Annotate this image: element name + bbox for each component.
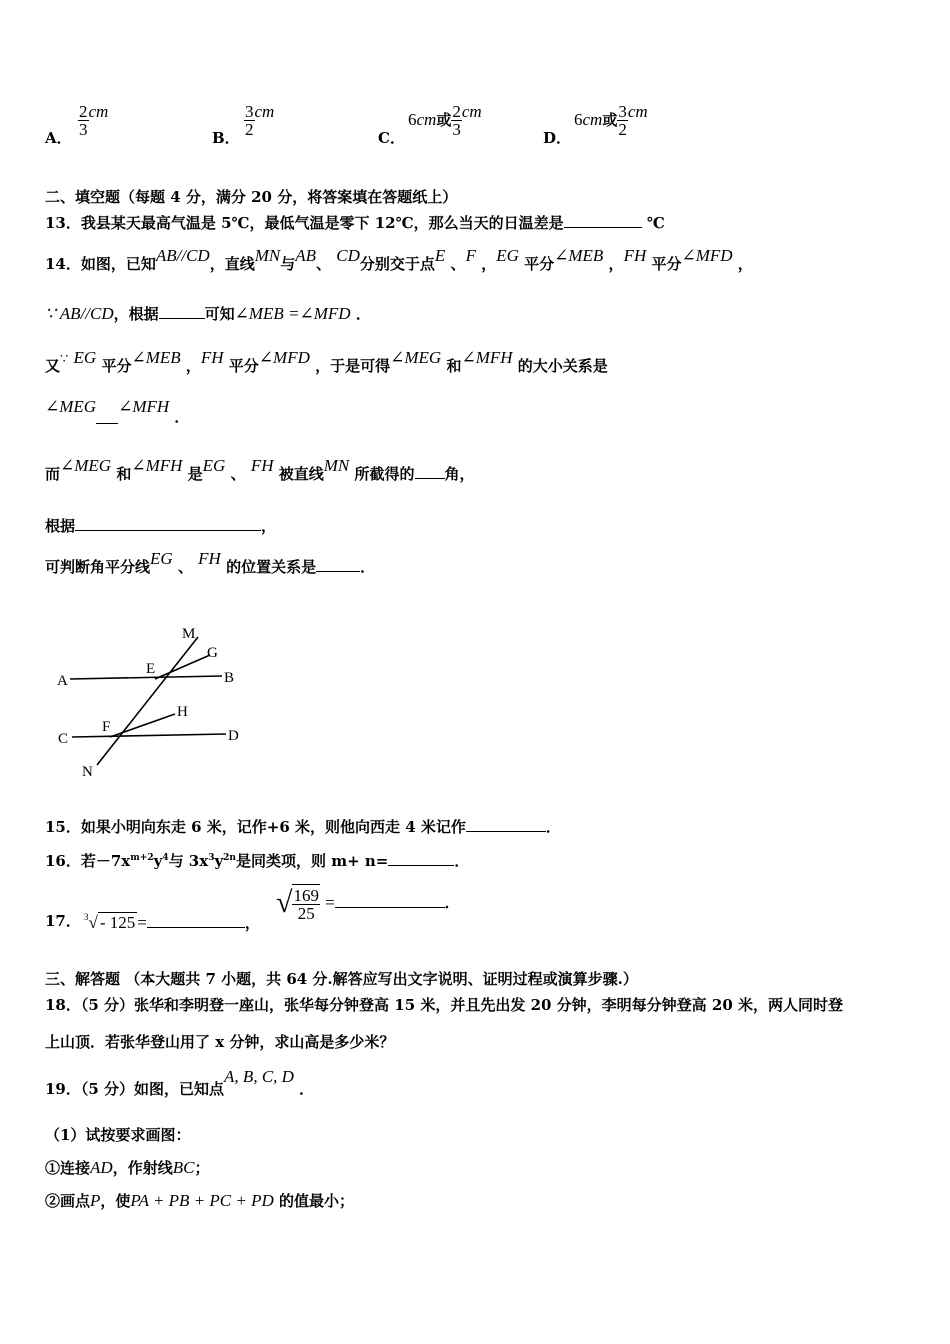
option-c-value (408, 102, 482, 138)
text: 和 (116, 465, 132, 483)
option-a-value (78, 102, 108, 138)
text: 被直线 (278, 465, 324, 483)
text: 与 3x (168, 852, 209, 870)
text: 、 (177, 558, 193, 576)
question-14-line-5 (45, 456, 475, 484)
option-b-label: B． (212, 129, 240, 147)
math: FH (200, 348, 224, 367)
math: E (434, 246, 446, 265)
math: ∠MEG (390, 348, 442, 367)
label-m: M (182, 626, 196, 642)
q15-text: 15．如果小明向东走 6 米，记作+6 米，则他向西走 4 米记作 (45, 818, 466, 836)
answer-blank (466, 817, 546, 832)
text: 是同类项，则 m+ n= (235, 852, 389, 870)
q13-unit: ℃ (646, 214, 665, 232)
fraction (78, 103, 89, 138)
math: AB//CD (155, 246, 210, 265)
option-d-value (574, 102, 648, 138)
number: 6 (574, 110, 583, 129)
text: ． (174, 408, 190, 426)
text: ． (454, 852, 470, 870)
math: ∠MEG (45, 397, 97, 416)
exponent: 4 (162, 853, 169, 863)
question-19-step-1 (45, 1157, 209, 1178)
text: ． (444, 893, 460, 912)
math: ∠MFH (131, 456, 183, 475)
option-a-label: A． (45, 129, 72, 147)
text: ②画点 (45, 1192, 91, 1210)
fraction (292, 884, 320, 922)
option-a (45, 127, 72, 148)
label-c: C (58, 731, 69, 747)
text: ， (608, 255, 624, 273)
question-14-line-6 (45, 515, 276, 536)
text: 和 (446, 357, 462, 375)
text: 根据 (45, 517, 76, 535)
math: A, B, C, D (224, 1067, 294, 1086)
text: ，直线 (209, 255, 255, 273)
denominator: 3 (79, 120, 88, 139)
math: ∠MEB (554, 246, 604, 265)
label-b: B (224, 670, 235, 686)
ray-eg (155, 655, 210, 679)
math: FH (250, 456, 274, 475)
math: AB (295, 246, 317, 265)
answer-blank (564, 213, 642, 228)
unit: cm (627, 102, 648, 121)
text: ， (261, 517, 277, 535)
unit: cm (254, 102, 275, 121)
text: 的位置关系是 (226, 558, 317, 576)
line-cd (72, 734, 226, 737)
cube-root-expression (84, 912, 260, 933)
denominator: 25 (292, 904, 320, 922)
text: 平分 (524, 255, 555, 273)
answer-blank (415, 464, 445, 479)
option-d (543, 127, 571, 148)
text: 19．（5 分）如图，已知点 (45, 1080, 225, 1098)
exponent: 2n (223, 853, 236, 863)
text: 平分 (101, 357, 132, 375)
text: ， (185, 357, 201, 375)
math: ∵ AB//CD (45, 304, 114, 323)
text: 与 (280, 255, 296, 273)
question-17 (45, 910, 81, 931)
question-18-line-1: 18．（5 分）张华和李明登一座山，张华每分钟登高 15 米，并且先出发 20 分钟，李明每分钟登高 20 米，两人同时登 (45, 996, 843, 1014)
or-word: 或 (436, 111, 452, 129)
square-root-expression (276, 884, 460, 922)
text: ； (194, 1159, 210, 1177)
math: F (465, 246, 476, 265)
math: P (90, 1191, 101, 1210)
question-14-line-7 (45, 549, 375, 577)
text: ． (545, 818, 561, 836)
question-15 (45, 816, 561, 837)
text: ， (481, 255, 497, 273)
numerator: 3 (618, 102, 627, 121)
question-19 (45, 1067, 314, 1099)
exponent: m+2 (130, 853, 154, 863)
text: 可判断角平分线 (45, 558, 151, 576)
question-16 (45, 850, 469, 871)
unit: cm (461, 102, 482, 121)
math: MN (254, 246, 281, 265)
radical-sign: √ (276, 886, 293, 919)
numerator: 3 (245, 102, 254, 121)
math: ∠MEB =∠MFD (234, 304, 351, 323)
answer-blank (75, 516, 261, 531)
text: ， (737, 255, 753, 273)
equals: = (137, 913, 147, 932)
text: ，使 (100, 1192, 131, 1210)
denominator: 3 (452, 120, 461, 139)
numerator: 2 (452, 102, 461, 121)
text: ． (299, 1080, 315, 1098)
text: y (214, 852, 224, 870)
math: EG (202, 456, 226, 475)
math: MN (323, 456, 350, 475)
label-f: F (102, 719, 111, 735)
question-18-line-2: 上山顶．若张华登山用了 x 分钟，求山高是多少米？ (45, 1033, 395, 1051)
option-c-label: C． (378, 129, 405, 147)
question-14-line-1 (45, 246, 753, 274)
label-d: D (228, 728, 239, 744)
question-13 (45, 212, 665, 233)
text: ①连接 (45, 1159, 91, 1177)
text: 、 (450, 255, 466, 273)
text: 、 (316, 255, 332, 273)
math: ∠MFH (118, 397, 170, 416)
math: EG (150, 549, 173, 568)
because-symbol: ∵ (60, 351, 69, 366)
numerator: 169 (293, 886, 319, 905)
exponent: 3 (208, 853, 215, 863)
option-b (212, 127, 240, 148)
text: 而 (45, 465, 61, 483)
label-a: A (57, 673, 68, 689)
text: 17． (45, 912, 81, 930)
text: 14．如图，已知 (45, 255, 156, 273)
text: y (153, 852, 163, 870)
math: PA + PB + PC + PD (130, 1191, 274, 1210)
radicand: - 125 (99, 913, 136, 932)
label-e: E (146, 661, 156, 677)
math: ∠MEG (60, 456, 112, 475)
answer-blank (159, 304, 205, 319)
text: 的值最小； (279, 1192, 355, 1210)
unit: cm (88, 102, 109, 121)
radical-sign: √ (88, 913, 98, 932)
text: 平分 (228, 357, 259, 375)
answer-blank (96, 409, 118, 424)
math: ∠MFD (258, 348, 310, 367)
math: AD (90, 1158, 113, 1177)
question-14-line-2 (45, 303, 371, 324)
text: ． (355, 305, 371, 323)
math: ∠MEB (131, 348, 181, 367)
q13-text: 13．我县某天最高气温是 5℃，最低气温是零下 12℃，那么当天的日温差是 (45, 214, 564, 232)
line-mn (97, 637, 198, 765)
answer-blank (316, 557, 360, 572)
number: 6 (408, 110, 417, 129)
math: CD (336, 246, 360, 265)
text: 的大小关系是 (517, 357, 608, 375)
ray-fh (110, 714, 175, 737)
math: FH (623, 246, 647, 265)
question-14-line-4 (45, 397, 189, 427)
denominator: 2 (245, 120, 254, 139)
text: ，根据 (113, 305, 159, 323)
text: ，于是可得 (315, 357, 391, 375)
section-2-title: 二、填空题（每题 4 分，满分 20 分，将答案填在答题纸上） (45, 188, 458, 206)
fraction (244, 103, 255, 138)
text: ． (360, 558, 376, 576)
label-g: G (207, 645, 218, 661)
question-19-part-1: （1）试按要求画图： (45, 1126, 191, 1144)
answer-blank (335, 893, 445, 908)
option-d-label: D． (543, 129, 572, 147)
denominator: 2 (618, 120, 627, 139)
text: 又 (45, 357, 61, 375)
text: 可知 (204, 305, 235, 323)
question-14-line-3 (45, 348, 608, 376)
option-c (378, 127, 405, 148)
root-index: 3 (84, 912, 89, 922)
text: ， (244, 914, 260, 932)
answer-blank (147, 913, 245, 928)
section-3-title: 三、解答题 （本大题共 7 小题，共 64 分.解答应写出文字说明、证明过程或演算步骤.） (45, 970, 638, 988)
geometry-figure (40, 595, 260, 790)
option-b-value (244, 102, 274, 138)
math: EG (496, 246, 519, 265)
or-word: 或 (602, 111, 618, 129)
text: 16．若－7x (45, 852, 131, 870)
unit: cm (582, 110, 603, 129)
math: BC (172, 1158, 195, 1177)
text: 是 (187, 465, 203, 483)
fraction (617, 103, 628, 138)
text: 平分 (651, 255, 682, 273)
text: 所截得的 (354, 465, 415, 483)
math: FH (198, 549, 221, 568)
math: ∠MFD (681, 246, 733, 265)
text: 、 (230, 465, 246, 483)
text: 角， (444, 465, 475, 483)
label-h: H (177, 704, 188, 720)
text: 分别交于点 (359, 255, 435, 273)
math: ∠MFH (461, 348, 513, 367)
answer-blank (388, 851, 454, 866)
text: ，作射线 (112, 1159, 173, 1177)
equals: = (325, 893, 335, 912)
unit: cm (416, 110, 437, 129)
math: EG (73, 348, 97, 367)
fraction (451, 103, 462, 138)
question-19-step-2 (45, 1190, 354, 1211)
numerator: 2 (79, 102, 88, 121)
label-n: N (82, 764, 93, 780)
